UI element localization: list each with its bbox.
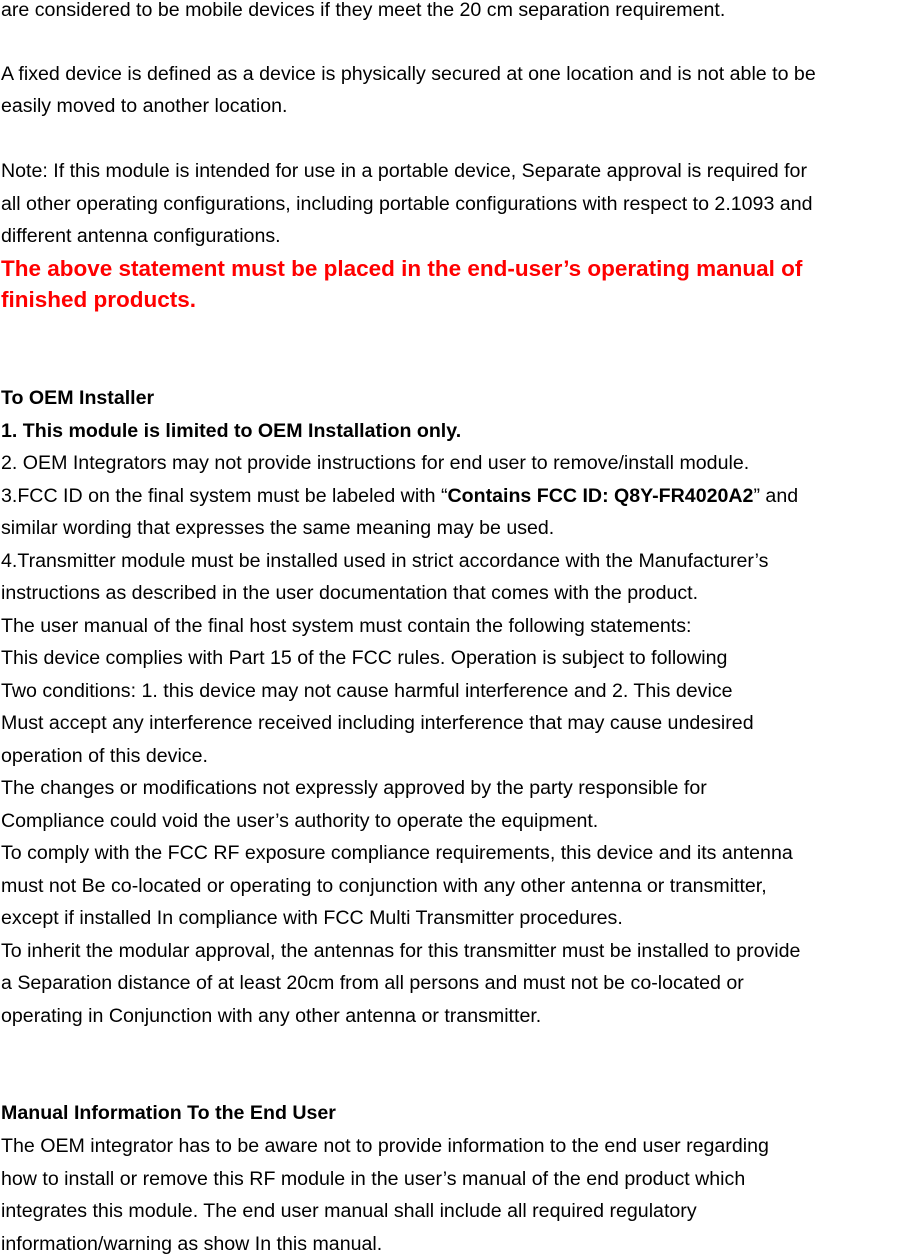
paragraph-line: how to install or remove this RF module in the user’s manual of the end product which	[1, 1167, 746, 1190]
fcc-id: Contains FCC ID: Q8Y-FR4020A2	[447, 485, 754, 507]
paragraph-line: must not Be co-located or operating to conjunction with any other antenna or transmitter,	[1, 874, 767, 897]
section-heading-manual: Manual Information To the End User	[1, 1102, 336, 1124]
paragraph-line: Compliance could void the user’s authority to operate the equipment.	[1, 809, 599, 832]
paragraph-line: information/warning as show In this manual.	[1, 1232, 383, 1255]
oem-item-2: 2. OEM Integrators may not provide instructions for end user to remove/install module.	[1, 452, 750, 474]
section-heading-oem: To OEM Installer	[1, 387, 155, 409]
paragraph-line: To comply with the FCC RF exposure compliance requirements, this device and its antenna	[1, 842, 793, 864]
paragraph-line: except if installed In compliance with FCC Multi Transmitter procedures.	[1, 907, 623, 929]
paragraph-line: operating in Conjunction with any other antenna or transmitter.	[1, 1004, 542, 1027]
oem-item-3	[1, 484, 798, 508]
paragraph-line: integrates this module. The end user manual shall include all required regulatory	[1, 1200, 697, 1222]
paragraph-line: different antenna configurations.	[1, 225, 281, 247]
paragraph-line: operation of this device.	[1, 744, 208, 767]
warning-statement: The above statement must be placed in the end-user’s operating manual of	[1, 256, 803, 281]
paragraph-line: To inherit the modular approval, the antennas for this transmitter must be installed to provide	[1, 939, 801, 962]
paragraph-line: instructions as described in the user documentation that comes with the product.	[1, 582, 699, 604]
text: 3.FCC ID on the final system must be labeled with “	[1, 485, 448, 507]
paragraph-line: all other operating configurations, including portable configurations with respect to 2.1093 and	[1, 193, 813, 215]
paragraph-line: a Separation distance of at least 20cm from all persons and must not be co-located or	[1, 972, 744, 994]
paragraph-line: This device complies with Part 15 of the FCC rules. Operation is subject to following	[1, 647, 728, 669]
paragraph-line: A fixed device is defined as a device is physically secured at one location and is not able to be	[1, 63, 816, 85]
text: ” and	[753, 485, 799, 507]
paragraph-line: Two conditions: 1. this device may not cause harmful interference and 2. This device	[1, 679, 733, 702]
paragraph-line: are considered to be mobile devices if they meet the 20 cm separation requirement.	[1, 0, 726, 21]
paragraph-line: Must accept any interference received including interference that may cause undesired	[1, 712, 754, 734]
paragraph-line: 4.Transmitter module must be installed used in strict accordance with the Manufacturer’s	[1, 549, 769, 572]
paragraph-line: The changes or modifications not expressly approved by the party responsible for	[1, 777, 707, 799]
paragraph-line: similar wording that expresses the same meaning may be used.	[1, 517, 555, 539]
paragraph-line: easily moved to another location.	[1, 95, 288, 117]
paragraph-line: The OEM integrator has to be aware not to provide information to the end user regarding	[1, 1135, 769, 1157]
paragraph-line: The user manual of the final host system must contain the following statements:	[1, 614, 692, 637]
paragraph-line: Note: If this module is intended for use in a portable device, Separate approval is required for	[1, 160, 807, 182]
warning-statement: finished products.	[1, 287, 197, 312]
oem-item-1: 1. This module is limited to OEM Installation only.	[1, 420, 462, 442]
